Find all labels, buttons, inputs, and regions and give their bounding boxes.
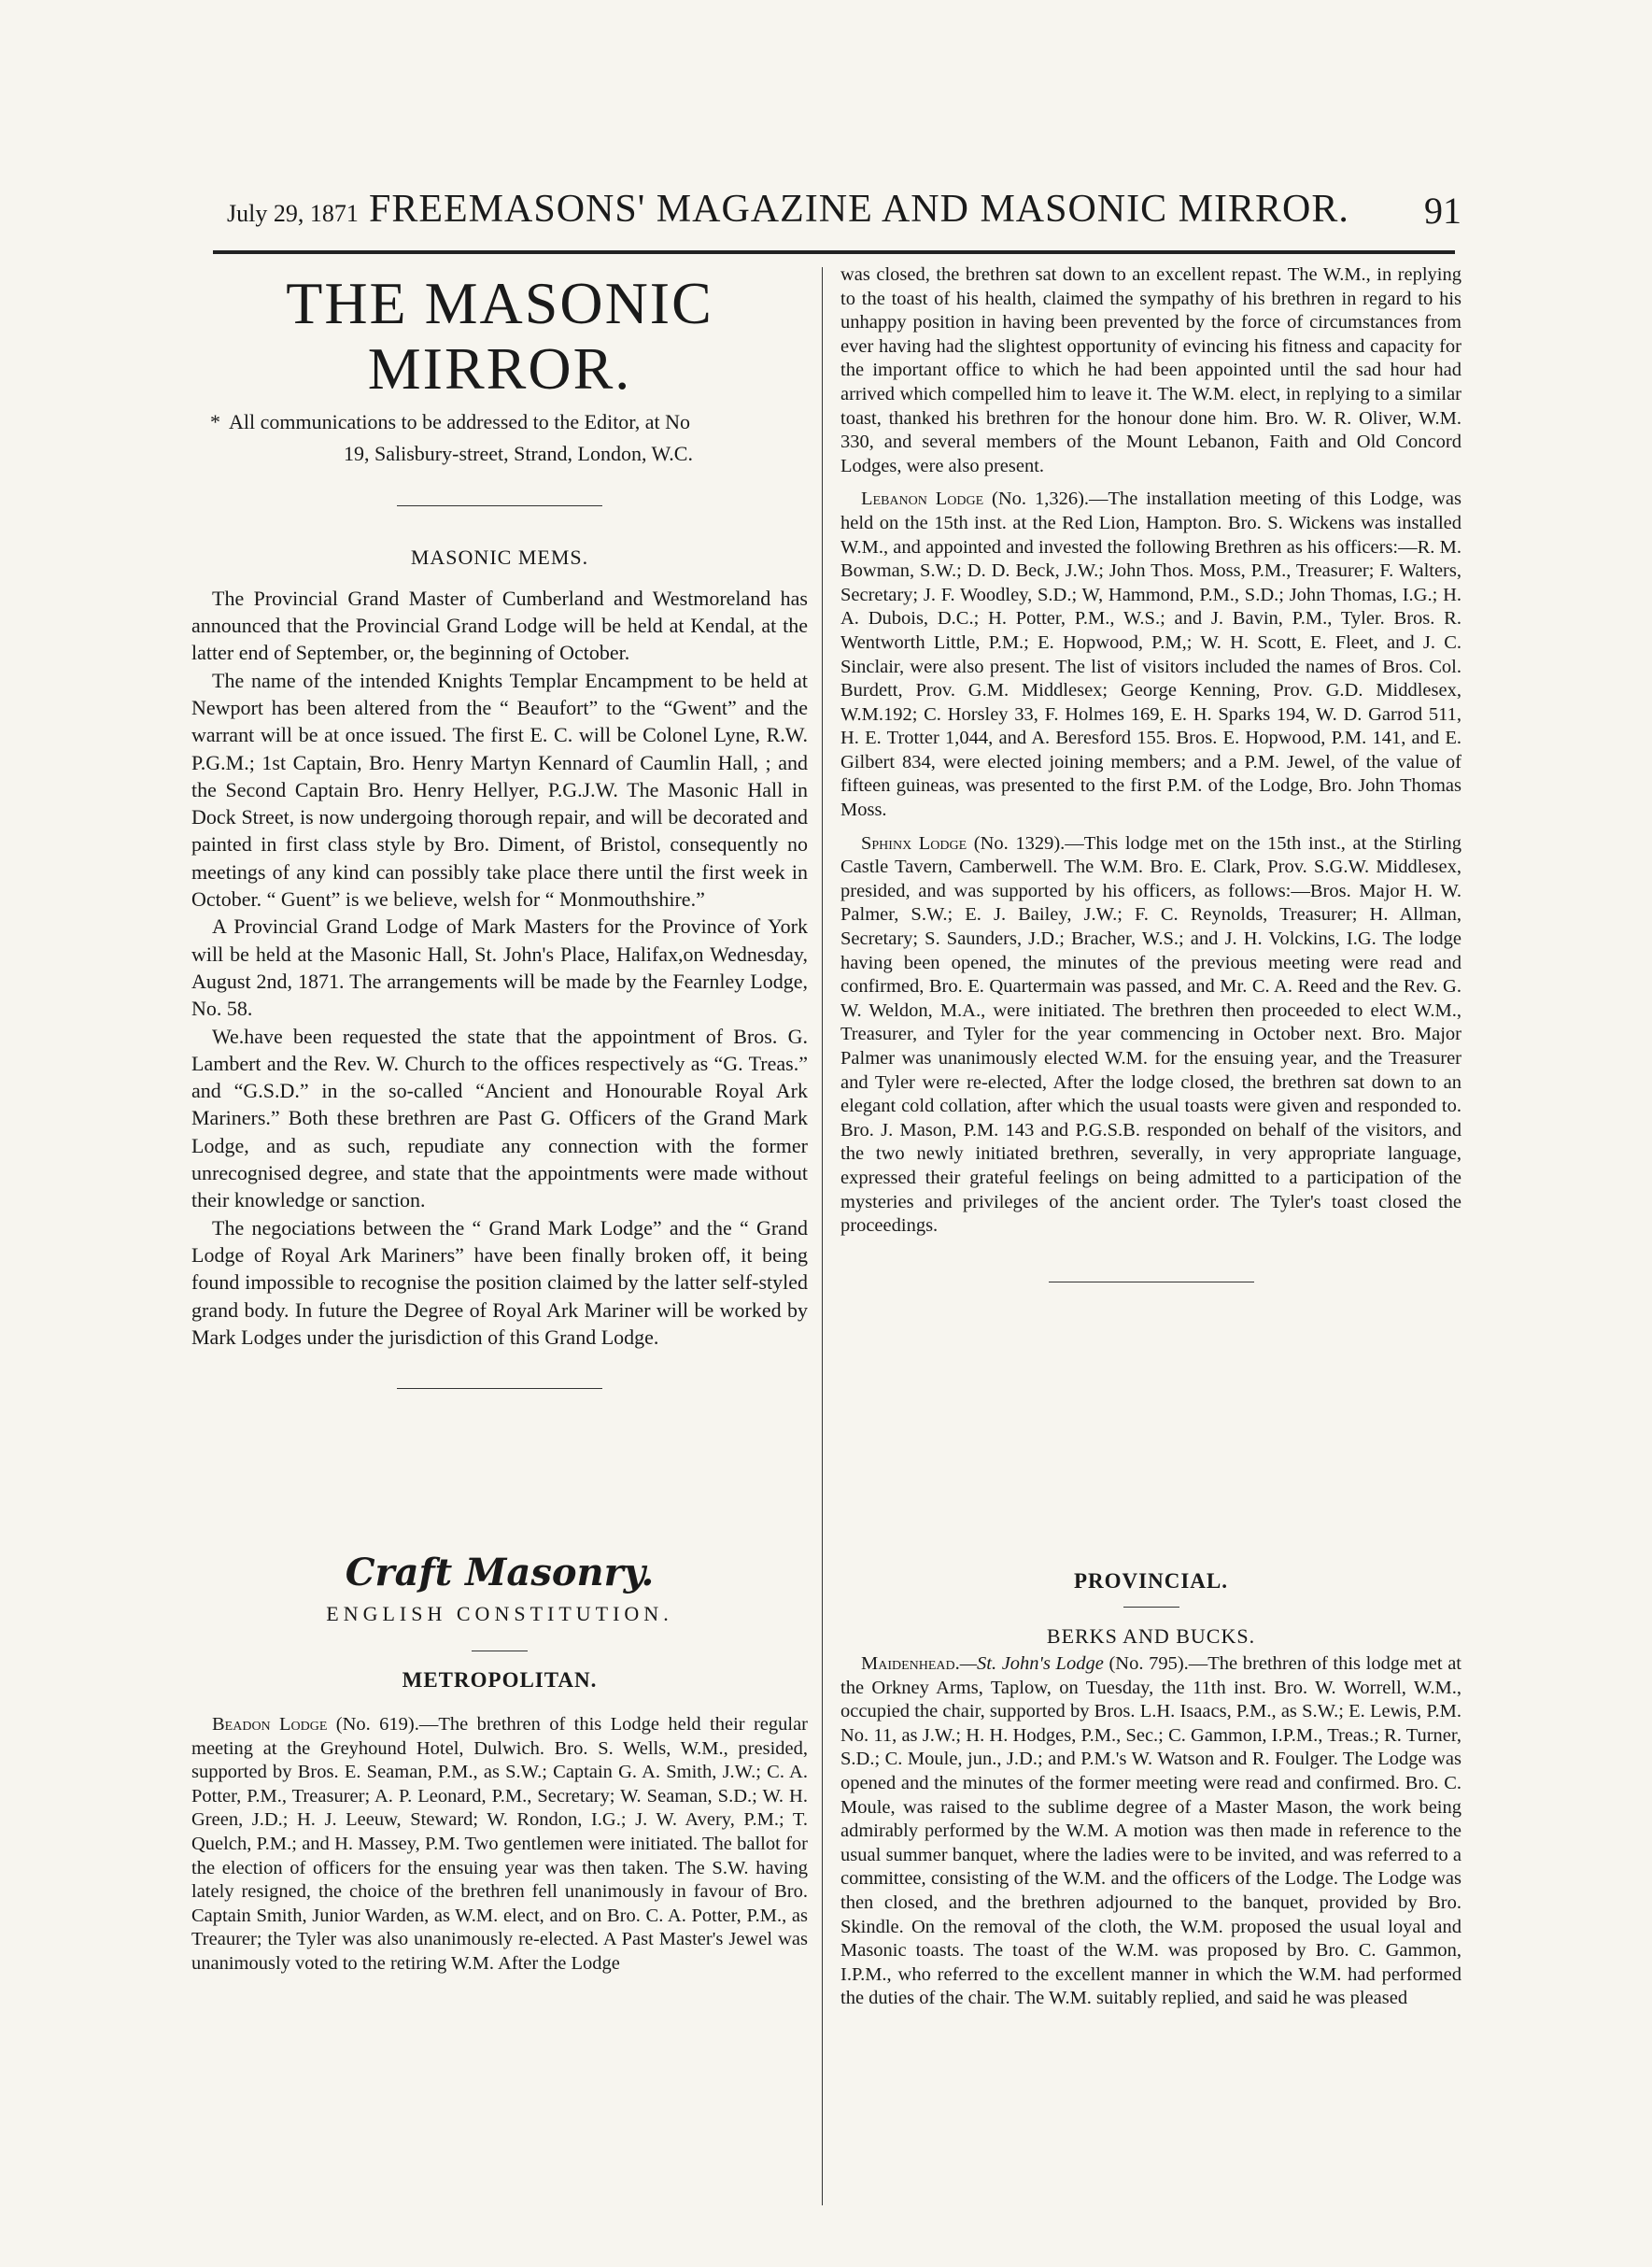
- publication-title: FREEMASONS' MAGAZINE AND MASONIC MIRROR.: [369, 188, 1349, 231]
- running-header: [210, 187, 1461, 243]
- right-column-top: [840, 263, 1461, 1282]
- mems-paragraph: The name of the intended Knights Templar Encampment to be held at Newport has been altered from the “ Beaufort” to the “Gwent” and the warrant will be at once issued. The first E. C. will be Colonel Lyne, R.W. P.G.M.; 1st Captain, Bro. Henry Martyn Kennard of Caumlin Hall, ; and the Second Captain Bro. Henry Hellyer, P.G.J.W. The Masonic Hall in Dock Street, is now undergoing thorough repair, and will be decorated and painted in first class style by Bro. Diment, of Bristol, consequently no meetings of any kind can possibly take place there until the first week in October. “ Guent” is we believe, welsh for “ Monmouthshire.”: [191, 668, 808, 912]
- maidenhead-place: Maidenhead.: [861, 1653, 960, 1674]
- craft-masonry-heading: Craft Masonry.: [345, 1551, 655, 1594]
- masthead-title: THE MASONIC MIRROR.: [286, 270, 713, 403]
- left-column-bottom: [191, 1523, 808, 1977]
- notice-asterisk: *: [210, 409, 220, 433]
- mems-paragraph: A Provincial Grand Lodge of Mark Masters for the Province of York will be held at the Masonic Hall, St. John's Place, Halifax,on Wednesday, August 2nd, 1871. The arrangements will be made by the Fearnley Lodge, No. 58.: [191, 914, 808, 1021]
- lebanon-paragraph: [840, 488, 1461, 822]
- section-rule: [1123, 1607, 1179, 1608]
- header-rule: [213, 250, 1455, 254]
- notice-line-1: All communications to be addressed to the Editor, at No: [229, 409, 691, 433]
- mems-paragraph: We.have been requested the state that the appointment of Bros. G. Lambert and the Rev. W. Church to the offices respectively as “G. Treas.” and “G.S.D.” in the so-called “Ancient and Honourable Royal Ark Mariners.” Both these brethren are Past G. Officers of the Grand Mark Lodge, and as such, repudiate any connection with the former unrecognised degree, and state that the appointments were made without their knowledge or sanction.: [191, 1024, 808, 1212]
- beadon-paragraph: [191, 1713, 808, 1977]
- issue-date: July 29, 1871: [227, 200, 359, 227]
- section-rule: [397, 505, 602, 506]
- left-column-top: [191, 263, 808, 1389]
- maidenhead-paragraph: [840, 1652, 1461, 2011]
- column-divider: [822, 267, 823, 2205]
- beadon-text: (No. 619).—The brethren of this Lodge held their regular meeting at the Greyhound Hotel, Dulwich. Bro. S. Wells, W.M., presided, supported by Bros. E. Seaman, P.M., as S.W.; Captain G. A. Smith, J.W.; C. A. Potter, P.M., Treasurer; A. P. Leonard, P.M., Secretary; W. Seaman, S.D.; W. H. Green, J.D.; H. J. Leeuw, Steward; W. Rondon, I.G.; J. W. Avery, P.M.; T. Quelch, P.M.; and H. Massey, P.M. Two gentlemen were initiated. The ballot for the election of officers for the ensuing year was then taken. The S.W. having lately resigned, the choice of the brethren fell unanimously in favour of Bro. Captain Smith, Junior Warden, as W.M. elect, and on Bro. C. A. Potter, P.M., as Treaurer; the Tyler was also unanimously re-elected. A Past Master's Jewel was unanimously voted to the retiring W.M. After the Lodge: [191, 1714, 808, 1974]
- mems-title: MASONIC MEMS.: [410, 545, 589, 569]
- provincial-heading: PROVINCIAL.: [1074, 1569, 1228, 1593]
- mems-paragraph: The Provincial Grand Master of Cumberland and Westmoreland has announced that the Provincial Grand Lodge will be held at Kendal, at the latter end of September, or, the beginning of October.: [191, 586, 808, 665]
- berks-bucks-heading: BERKS AND BUCKS.: [1046, 1624, 1256, 1648]
- lodge-reports: [840, 263, 1461, 1239]
- sphinx-lodge-name: Sphinx Lodge: [861, 832, 967, 854]
- maidenhead-text: (No. 795).—The brethren of this lodge met at the Orkney Arms, Taplow, on Tuesday, the 11th inst. Bro. W. Worrell, W.M., occupied the chair, supported by Bros. L.H. Isaacs, P.M., as S.W.; E. Lewis, P.M. No. 11, as J.W.; H. H. Hodges, P.M., Sec.; C. Gammon, I.P.M., Treas.; R. Turner, S.D.; C. Moule, jun., J.D.; and P.M.'s W. Watson and R. Foulger. The Lodge was opened and the minutes of the former meeting were read and confirmed. Bro. C. Moule, was raised to the sublime degree of a Master Mason, the work being admirably performed by the W.M. A motion was then made in reference to the usual summer banquet, where the ladies were to be invited, and was referred to a committee, consisting of the W.M. and the officers of the Lodge. The Lodge was then closed, and the brethren adjourned to the banquet, provided by Bro. Skindle. On the removal of the cloth, the W.M. proposed the usual loyal and Masonic toasts. The toast of the W.M. was proposed by Bro. C. Gammon, I.P.M., who referred to the excellent manner in which the W.M. had performed the duties of the chair. The W.M. suitably replied, and said he was pleased: [840, 1653, 1461, 2009]
- lebanon-text: (No. 1,326).—The installation meeting of this Lodge, was held on the 15th inst. at the Red Lion, Hampton. Bro. S. Wickens was installed W.M., and appointed and invested the following Brethren as his officers:—R. M. Bowman, S.W.; D. D. Beck, J.W.; John Thos. Moss, P.M., Treasurer; F. Walters, Secretary; J. F. Woodley, S.D.; W, Hammond, P.M., S.D.; John Thomas, I.G.; H. A. Dubois, D.C.; H. Potter, P.M., W.S.; and J. Bavin, P.M., Tyler. Bros. R. Wentworth Little, P.M.; E. Hopwood, P.M,; W. H. Scott, E. Fleet, and J. C. Sinclair, were also present. The list of visitors included the names of Bros. Col. Burdett, Prov. G.M. Middlesex; George Kenning, Prov. G.D. Middlesex, W.M.192; C. Horsley 33, F. Holmes 169, E. H. Sparks 194, W. D. Garrod 511, H. E. Trotter 1,044, and A. Beresford 155. Bros. E. Hopwood, P.M. 141, and E. Gilbert 834, were elected joining members; and a P.M. Jewel, of the value of fifteen guineas, was presented to the first P.M. of the Lodge, Bro. John Thomas Moss.: [840, 489, 1461, 821]
- mems-paragraph: The negociations between the “ Grand Mark Lodge” and the “ Grand Lodge of Royal Ark Mariners” have been finally broken off, it being found impossible to recognise the position claimed by the latter self-styled grand body. In future the Degree of Royal Ark Mariner will be worked by Mark Lodges under the jurisdiction of this Grand Lodge.: [191, 1215, 808, 1349]
- right-column-bottom: [840, 1532, 1461, 2011]
- metropolitan-heading: METROPOLITAN.: [402, 1668, 598, 1692]
- section-rule: [397, 1388, 602, 1389]
- page-number: 91: [1424, 190, 1461, 232]
- beadon-lodge-name: Beadon Lodge: [212, 1714, 328, 1735]
- notice-line-2: 19, Salisbury-street, Strand, London, W.C.: [344, 441, 693, 465]
- mems-body: [191, 585, 808, 1351]
- sphinx-paragraph: [840, 832, 1461, 1239]
- continuation-paragraph: was closed, the brethren sat down to an excellent repast. The W.M., in replying to the toast of his health, claimed the sympathy of his brethren in regard to his unhappy position in having been prevented by the force of circumstances from ever having had the slightest opportunity of evincing his fitness and capacity for the important office to which he had been appointed until the sad hour had arrived which compelled him to leave it. The W.M. elect, in replying to a similar toast, thanked his brethren for the honour done him. Bro. W. R. Oliver, W.M. 330, and several members of the Mount Lebanon, Faith and Old Concord Lodges, were also present.: [840, 264, 1461, 476]
- maidenhead-report: [840, 1652, 1461, 2011]
- english-constitution-subheading: ENGLISH CONSTITUTION.: [326, 1602, 673, 1625]
- editor-notice: [191, 406, 808, 470]
- sphinx-text: (No. 1329).—This lodge met on the 15th inst., at the Stirling Castle Tavern, Camberwell. The W.M. Bro. E. Clark, Prov. S.G.W. Middlesex, presided, and was supported by his officers, as follows:—Bros. Major H. W. Palmer, S.W.; E. J. Bailey, J.W.; F. C. Reynolds, Treasurer; H. Allman, Secretary; S. Saunders, J.D.; Bracher, W.S.; and J. H. Volckins, I.G. The lodge having been opened, the minutes of the previous meeting were read and confirmed, Bro. E. Quartermain was passed, and Mr. C. A. Reed and the Rev. G. W. Weldon, M.A., were initiated. The brethren then proceeded to elect W.M., Treasurer, and Tyler for the year commencing in October next. Bro. Major Palmer was unanimously elected W.M. for the ensuing year, and the Treasurer and Tyler were re-elected, After the lodge closed, the brethren sat down to an elegant cold collation, after which the usual toasts were given and responded to. Bro. J. Mason, P.M. 143 and P.G.S.B. responded on behalf of the visitors, and the two newly initiated brethren, severally, in very appropriate language, expressed their grateful feelings on being admitted to a participation of the mysteries and privileges of the ancient order. The Tyler's toast closed the proceedings.: [840, 832, 1461, 1237]
- beadon-report: [191, 1713, 808, 1977]
- lebanon-lodge-name: Lebanon Lodge: [861, 489, 984, 510]
- st-johns-lodge-name: —St. John's Lodge: [959, 1653, 1104, 1674]
